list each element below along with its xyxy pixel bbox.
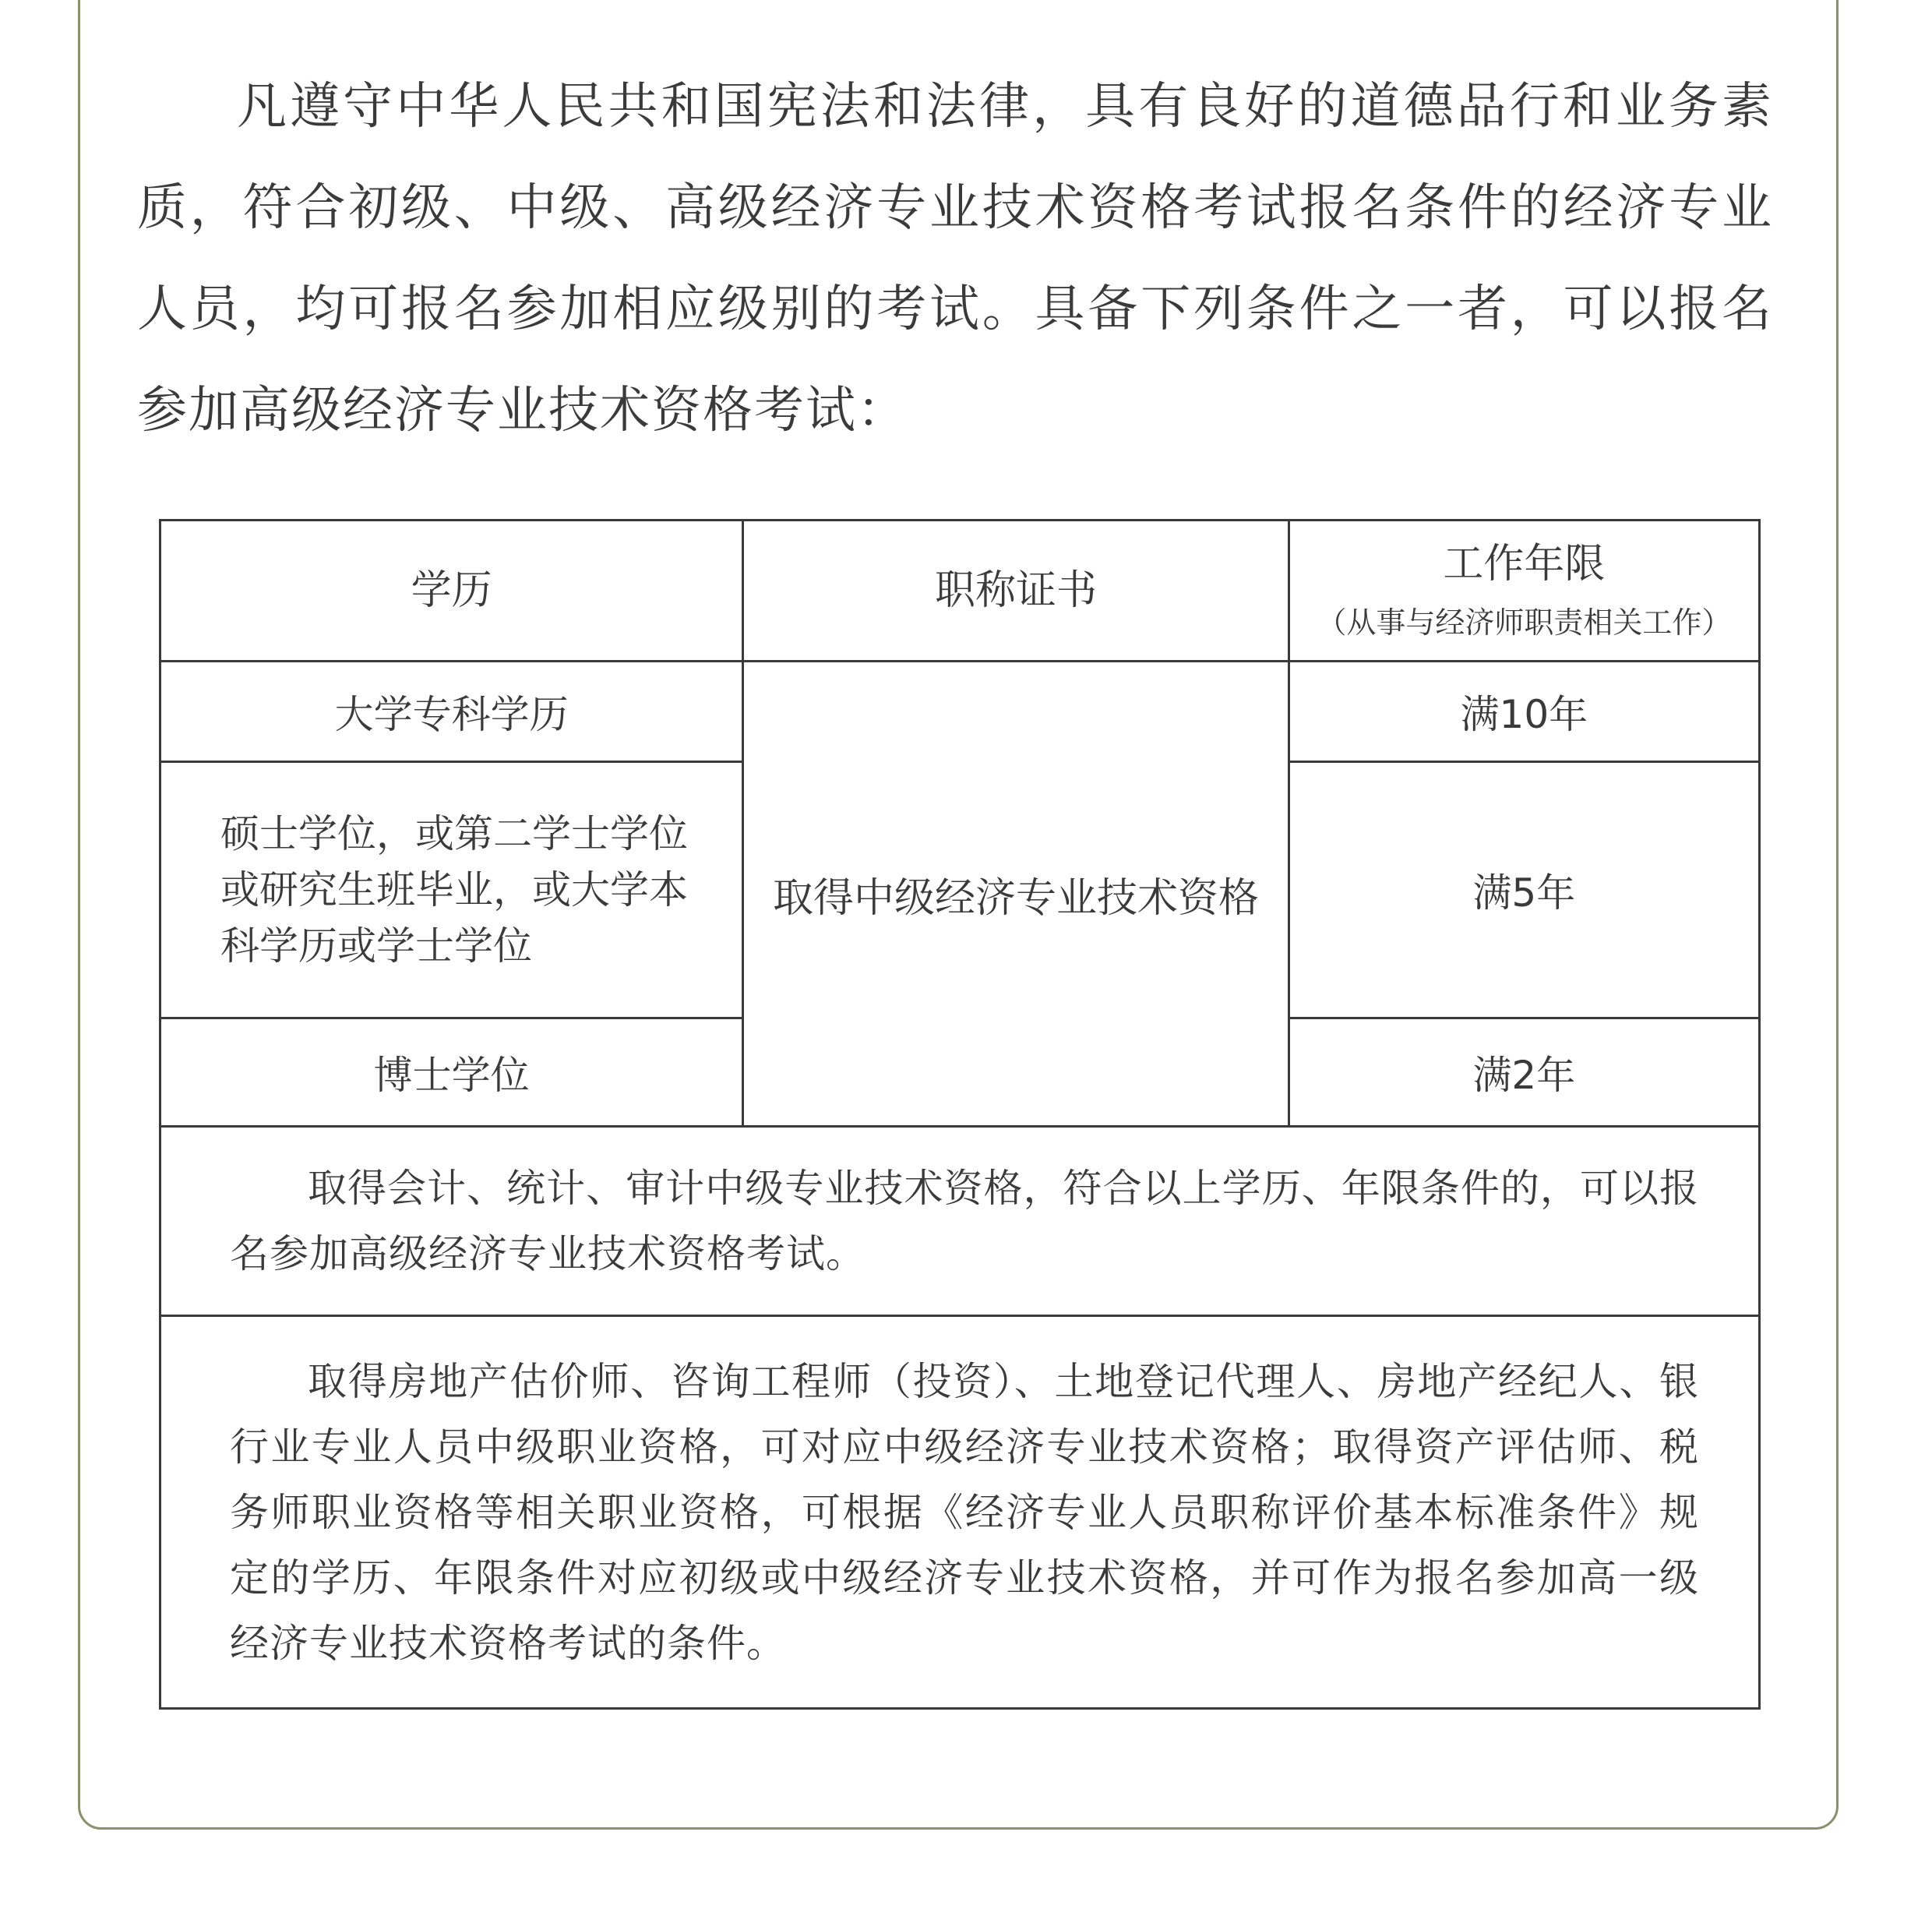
years-cell: 满5年: [1289, 762, 1759, 1018]
certificate-cell: 取得中级经济专业技术资格: [743, 662, 1289, 1127]
table-note-row: [160, 1127, 1760, 1316]
years-cell: 满2年: [1289, 1018, 1759, 1127]
education-cell: 硕士学位，或第二学士学位或研究生班毕业，或大学本科学历或学士学位: [160, 762, 743, 1018]
header-education-label: 学历: [411, 567, 492, 614]
note-accounting-statistics-audit: 取得会计、统计、审计中级专业技术资格，符合以上学历、年限条件的，可以报名参加高级经济专业技术资格考试。: [160, 1127, 1760, 1316]
note-professional-qualifications: 取得房地产估价师、咨询工程师（投资）、土地登记代理人、房地产经纪人、银行业专业人员中级职业资格，可对应中级经济专业技术资格；取得资产评估师、税务师职业资格等相关职业资格，可根据《经济专业人员职称评价基本标准条件》规定的学历、年限条件对应初级或中级经济专业技术资格，并可作为报名参加高一级经济专业技术资格考试的条件。: [160, 1316, 1760, 1709]
header-years-note: （从事与经济师职责相关工作）: [1317, 605, 1732, 640]
header-certificate-label: 职称证书: [935, 567, 1098, 614]
header-certificate: [743, 521, 1289, 662]
table-row: [160, 662, 1760, 762]
header-years: [1289, 521, 1759, 662]
education-cell: 大学专科学历: [160, 662, 743, 762]
table-note-row: [160, 1316, 1760, 1709]
education-cell: 博士学位: [160, 1018, 743, 1127]
header-years-label: 工作年限: [1443, 541, 1606, 588]
table-header-row: [160, 521, 1760, 662]
requirements-table: [159, 519, 1761, 1710]
header-education: [160, 521, 743, 662]
years-cell: 满10年: [1289, 662, 1759, 762]
intro-paragraph: 凡遵守中华人民共和国宪法和法律，具有良好的道德品行和业务素质，符合初级、中级、高级经济专业技术资格考试报名条件的经济专业人员，均可报名参加相应级别的考试。具备下列条件之一者，可以报名参加高级经济专业技术资格考试：: [137, 78, 1773, 439]
